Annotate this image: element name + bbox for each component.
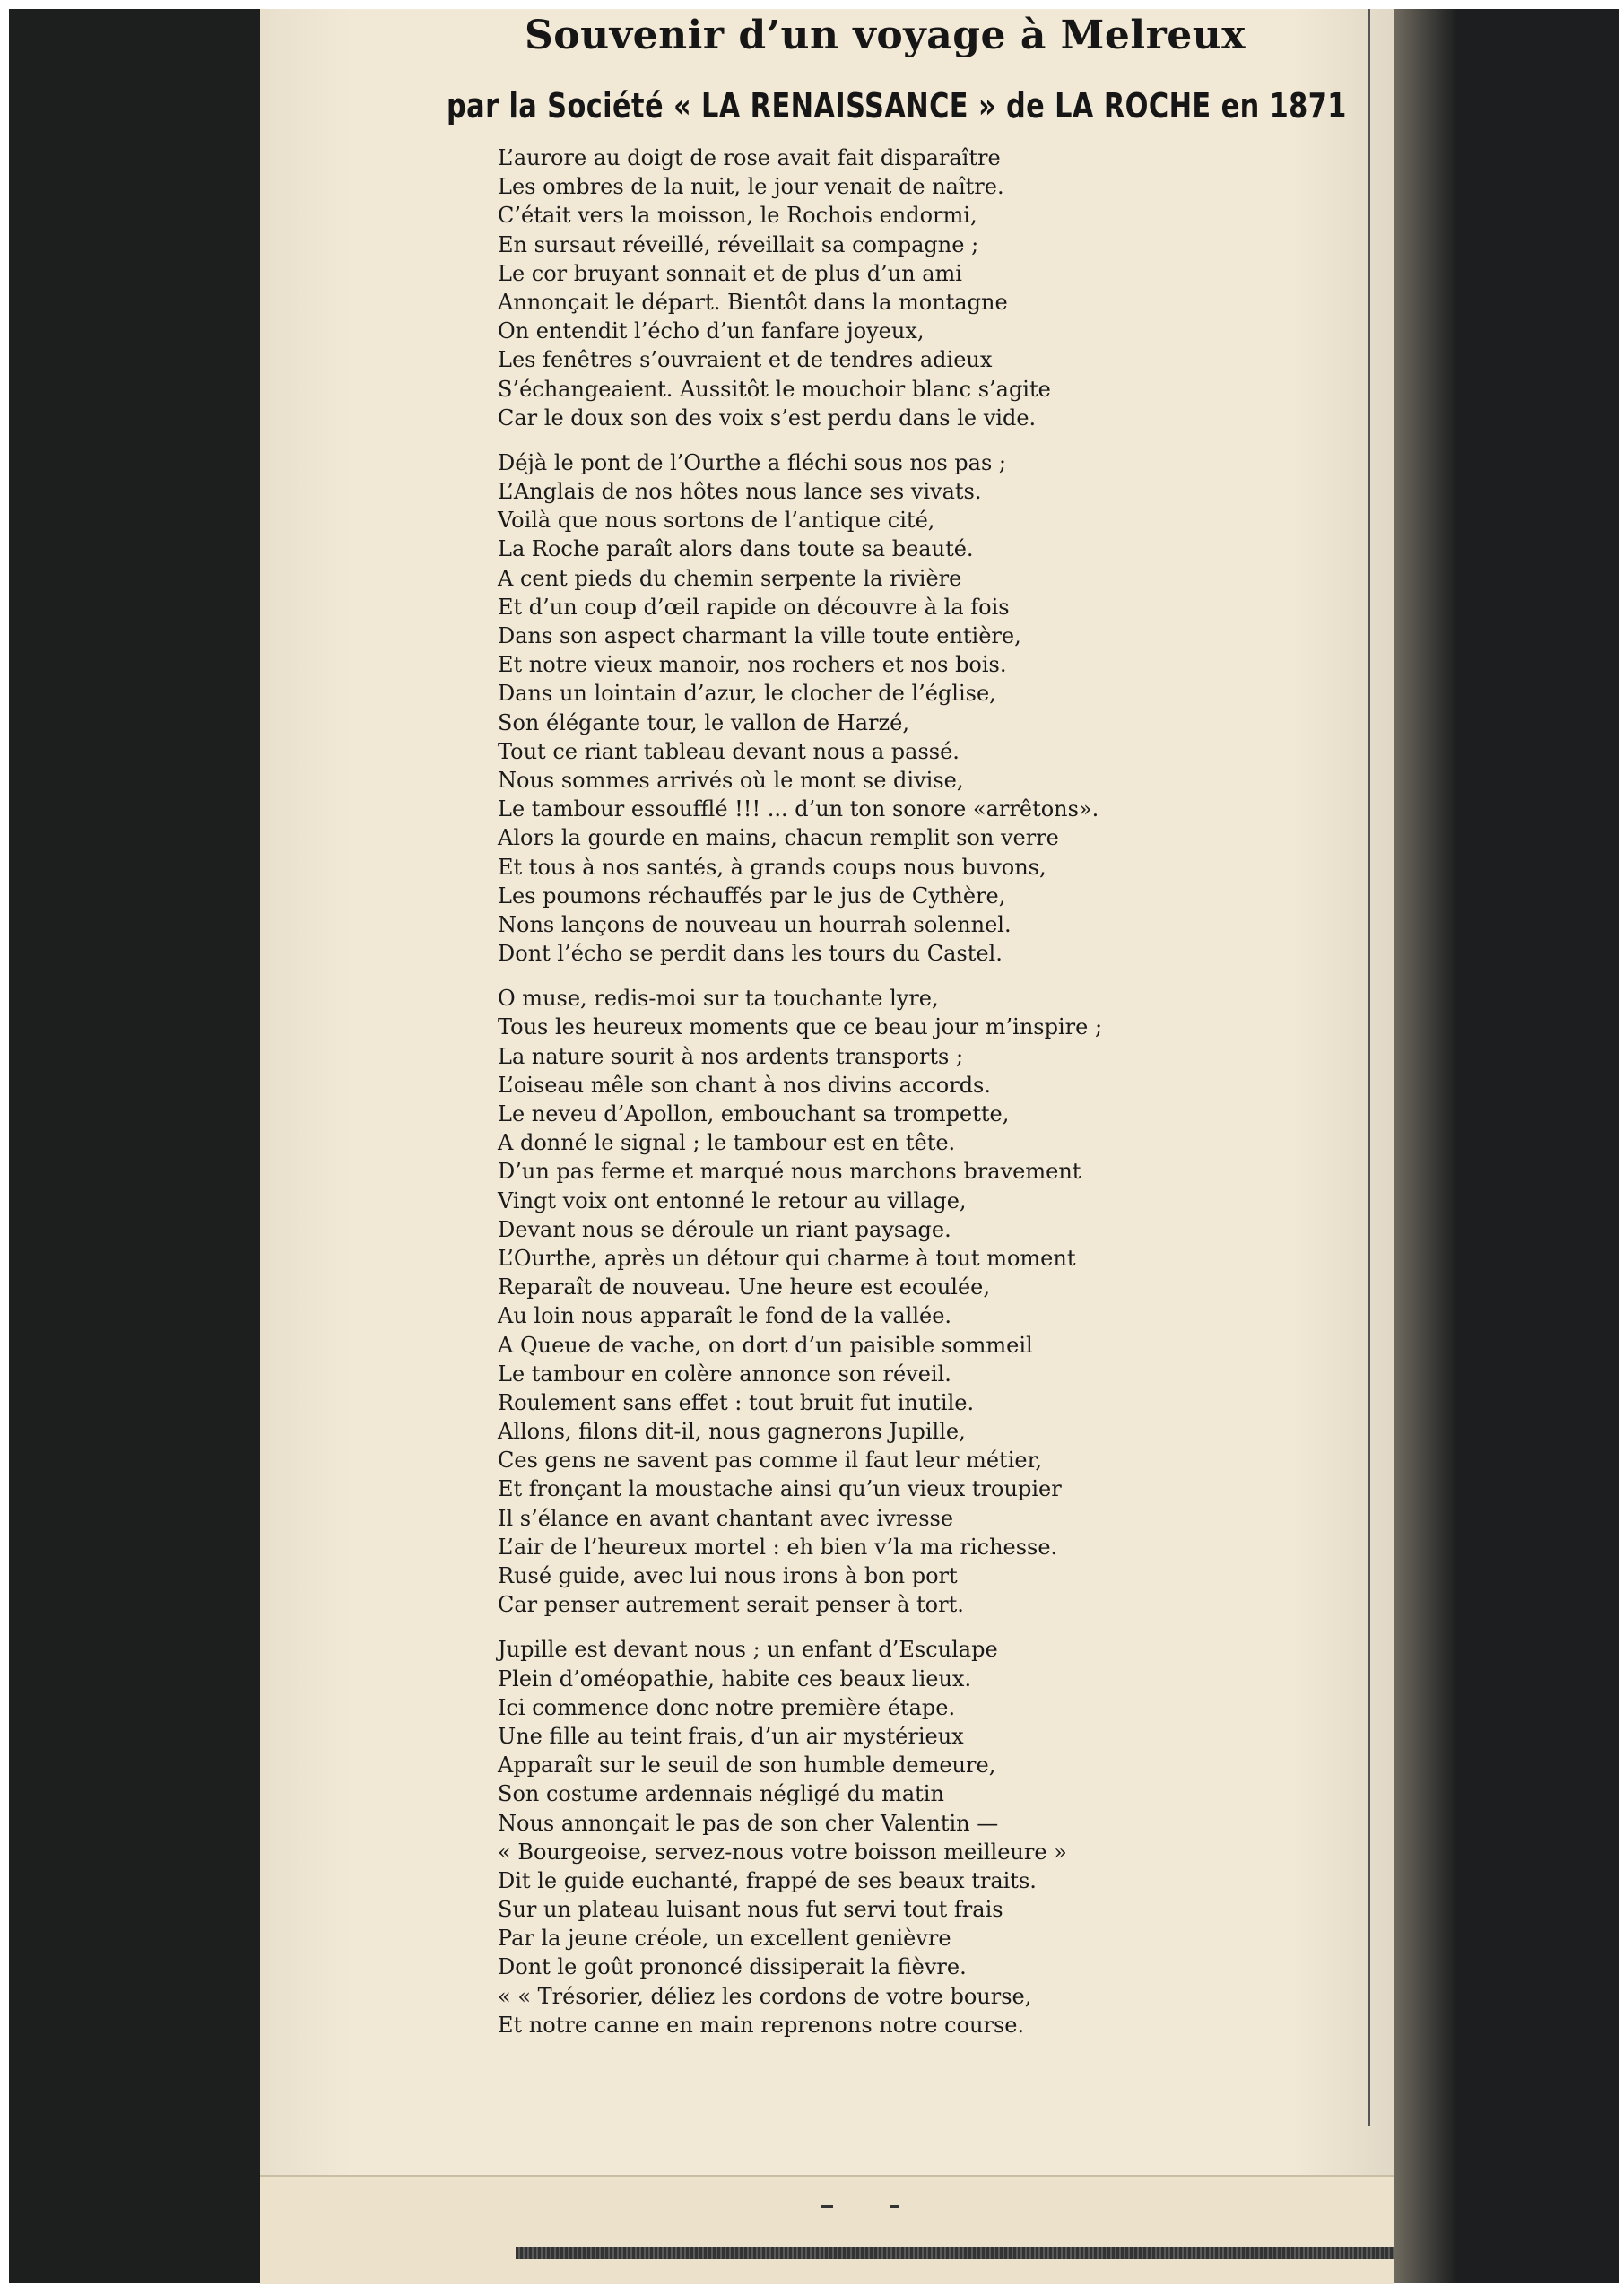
poem-line: Dont le goût prononcé dissiperait la fièvre. [498,1954,967,1980]
poem-line: Ces gens ne savent pas comme il faut leur métier, [498,1448,1043,1474]
poem-line: Reparaît de nouveau. Une heure est ecoulée, [498,1274,991,1300]
poem-line: Et tous à nos santés, à grands coups nous buvons, [498,854,1046,880]
poem-line: L’aurore au doigt de rose avait fait disparaître [498,145,1001,170]
poem-line: L’Ourthe, après un détour qui charme à tout moment [498,1245,1076,1271]
poem-line: L’oiseau mêle son chant à nos divins accords. [498,1072,991,1098]
poem-line: Au loin nous apparaît le fond de la vallée. [498,1303,952,1329]
poem-line: Il s’élance en avant chantant avec ivresse [498,1505,954,1531]
poem-line: Les ombres de la nuit, le jour venait de naître. [498,174,1004,200]
poem-line: Les fenêtres s’ouvraient et de tendres adieux [498,347,993,373]
document-subtitle: par la Société « LA RENAISSANCE » de LA ROCHE en 1871 [447,86,1347,126]
poem-line: Le neveu d’Apollon, embouchant sa trompette, [498,1101,1010,1126]
poem-line: Et fronçant la moustache ainsi qu’un vieux troupier [498,1476,1062,1502]
poem-line: C’était vers la moisson, le Rochois endormi, [498,203,977,229]
poem-body [498,144,1233,2039]
poem-line: Car le doux son des voix s’est perdu dans le vide. [498,404,1037,430]
poem-line: Rusé guide, avec lui nous irons à bon port [498,1563,958,1588]
bottom-border-rule [516,2247,1394,2259]
poem-line: A Queue de vache, on dort d’un paisible sommeil [498,1332,1033,1358]
scan-background-right [1394,9,1619,2283]
poem-line: Voilà que nous sortons de l’antique cité, [498,508,935,534]
poem-line: « Bourgeoise, servez-nous votre boisson meilleure » [498,1839,1067,1865]
poem-line: Déjà le pont de l’Ourthe a fléchi sous nos pas ; [498,449,1006,475]
stanza [498,144,1233,432]
poem-line: Le cor bruyant sonnait et de plus d’un ami [498,260,962,286]
poem-line: D’un pas ferme et marqué nous marchons bravement [498,1159,1081,1185]
poem-line: L’air de l’heureux mortel : eh bien v’la ma richesse. [498,1534,1058,1560]
poem-line: Une fille au teint frais, d’un air mystérieux [498,1723,964,1749]
document-title: Souvenir d’un voyage à Melreux [525,13,1246,58]
poem-line: Les poumons réchauffés par le jus de Cythère, [498,883,1006,909]
scan-background-left [9,9,269,2283]
poem-line: A donné le signal ; le tambour est en tête. [498,1130,956,1156]
poem-line: Nons lançons de nouveau un hourrah solennel. [498,911,1012,937]
poem-line: Ici commence donc notre première étape. [498,1694,956,1720]
poem-line: Par la jeune créole, un excellent genièvre [498,1926,951,1952]
poem-line: Nous annonçait le pas de son cher Valentin — [498,1810,999,1836]
poem-line: Roulement sans effet : tout bruit fut inutile. [498,1389,975,1415]
poem-line: Apparaît sur le seuil de son humble demeure, [498,1752,996,1779]
poem-line: Tout ce riant tableau devant nous a passé. [498,738,960,764]
column-rule [1368,9,1370,2126]
poem-line: Car penser autrement serait penser à tort. [498,1592,964,1618]
poem-line: Annonçait le départ. Bientôt dans la montagne [498,289,1008,315]
poem-line: Plein d’oméopathie, habite ces beaux lieux. [498,1665,972,1692]
poem-line: Devant nous se déroule un riant paysage. [498,1216,951,1242]
poem-line: Jupille est devant nous ; un enfant d’Esculape [498,1637,998,1663]
poem-line: Vingt voix ont entonné le retour au village, [498,1187,967,1213]
poem-line: Dans un lointain d’azur, le clocher de l’église, [498,681,996,707]
poem-line: La Roche paraît alors dans toute sa beauté. [498,536,974,562]
poem-line: Allons, filons dit-il, nous gagnerons Jupille, [498,1419,966,1445]
poem-line: Alors la gourde en mains, chacun remplit son verre [498,825,1059,851]
poem-line: « « Trésorier, déliez les cordons de votre bourse, [498,1983,1032,2009]
poem-line: L’Anglais de nos hôtes nous lance ses vivats. [498,479,982,505]
printer-mark [890,2205,899,2208]
poem-line: Et notre vieux manoir, nos rochers et nos bois. [498,652,1007,678]
poem-line: S’échangeaient. Aussitôt le mouchoir blanc s’agite [498,376,1051,402]
poem-line: Dans son aspect charmant la ville toute entière, [498,623,1021,648]
poem-line: Dont l’écho se perdit dans les tours du Castel. [498,941,1003,967]
poem-line: En sursaut réveillé, réveillait sa compagne ; [498,231,979,257]
poem-line: Sur un plateau luisant nous fut servi tout frais [498,1897,1003,1923]
poem-line: O muse, redis-moi sur ta touchante lyre, [498,986,939,1012]
poem-line: Dit le guide euchanté, frappé de ses beaux traits. [498,1867,1037,1893]
poem-line: Son élégante tour, le vallon de Harzé, [498,709,909,735]
poem-line: Le tambour en colère annonce son réveil. [498,1361,951,1387]
poem-line: On entendit l’écho d’un fanfare joyeux, [498,318,925,344]
poem-line: A cent pieds du chemin serpente la rivière [498,565,962,591]
poem-line: Son costume ardennais négligé du matin [498,1781,944,1807]
poem-line: Nous sommes arrivés où le mont se divise, [498,767,964,793]
printer-mark [821,2205,833,2208]
poem-line: Et notre canne en main reprenons notre course. [498,2012,1025,2038]
stanza [498,1635,1233,2039]
poem-line: Tous les heureux moments que ce beau jour m’inspire ; [498,1014,1103,1040]
poem-line: La nature sourit à nos ardents transports ; [498,1043,964,1069]
stanza [498,448,1233,968]
paper-lower-fold [260,2175,1394,2284]
poem-line: Le tambour essoufflé !!! ... d’un ton sonore «arrêtons». [498,796,1099,822]
stanza [498,984,1233,1619]
poem-line: Et d’un coup d’œil rapide on découvre à la fois [498,594,1010,620]
